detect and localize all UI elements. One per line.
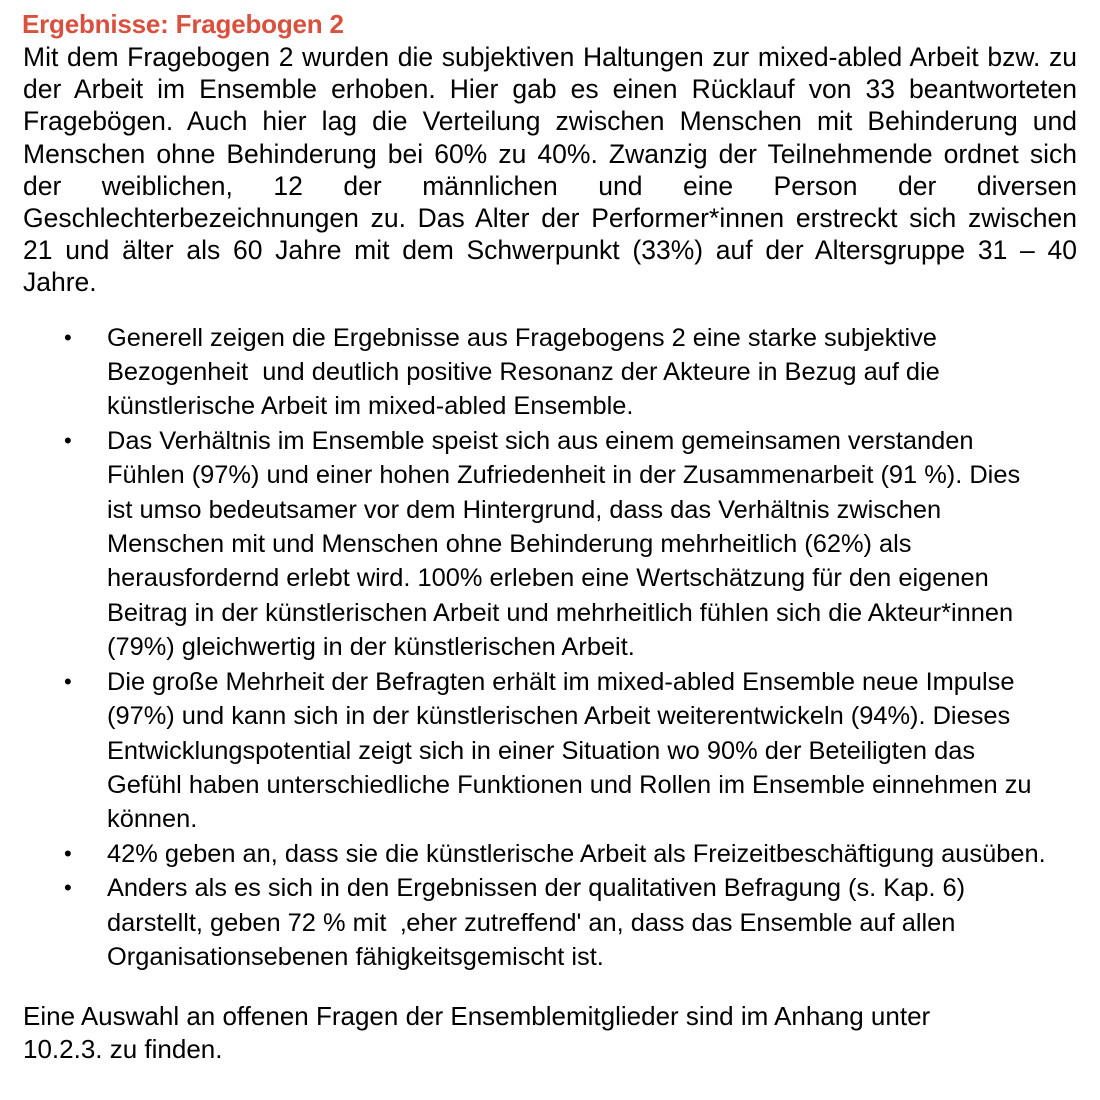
list-item: [0, 871, 1078, 974]
intro-section: [0, 41, 1100, 299]
bullet-icon: •: [64, 875, 72, 901]
bullet-icon: •: [64, 427, 72, 453]
list-item-text: Die große Mehrheit der Befragten erhält im mixed-abled Ensemble neue Impulse (97%) und kann sich in der künstlerischen Arbeit weiterentwickeln (94%). Dieses Entwicklungspotential zeigt sich in einer Situation wo 90% der Beteiligten das Gefühl haben unterschiedliche Funktionen und Rollen im Ensemble einnehmen zu können.: [107, 667, 1039, 834]
list-item: [0, 837, 1078, 871]
list-item-text: Generell zeigen die Ergebnisse aus Fragebogens 2 eine starke subjektive Bezogenheit und deutlich positive Resonanz der Akteure in Bezug auf die künstlerische Arbeit im mixed-abled Ensemble.: [107, 323, 947, 421]
intro-paragraph: Mit dem Fragebogen 2 wurden die subjektiven Haltungen zur mixed-abled Arbeit bzw. zu der Arbeit im Ensemble erhoben. Hier gab es einen Rücklauf von 33 beantworteten Fragebögen. Auch hier lag die Verteilung zwischen Menschen mit Behinderung und Menschen ohne Behinderung bei 60% zu 40%. Zwanzig der Teilnehmende ordnet sich der weiblichen, 12 der männlichen und eine Person der diversen Geschlechterbezeichnungen zu. Das Alter der Performer*innen erstreckt sich zwischen 21 und älter als 60 Jahre mit dem Schwerpunkt (33%) auf der Altersgruppe 31 – 40 Jahre.: [23, 42, 1077, 298]
findings-bullet-list: [0, 321, 1100, 975]
bullet-icon: •: [64, 840, 72, 866]
list-item-text: 42% geben an, dass sie die künstlerische Arbeit als Freizeitbeschäftigung ausüben.: [107, 839, 1046, 868]
list-item: [0, 424, 1078, 665]
closing-paragraph: Eine Auswahl an offenen Fragen der Ensemblemitglieder sind im Anhang unter 10.2.3. zu finden.: [23, 1001, 931, 1065]
bullet-icon: •: [64, 324, 72, 350]
list-item: [0, 665, 1078, 837]
list-item-text: Das Verhältnis im Ensemble speist sich aus einem gemeinsamen verstanden Fühlen (97%) und einer hohen Zufriedenheit in der Zusammenarbeit (91 %). Dies ist umso bedeutsamer vor dem Hintergrund, dass das Verhältnis zwischen Menschen mit und Menschen ohne Behinderung mehrheitlich (62%) als herausfordernd erlebt wird. 100% erleben eine Wertschätzung für den eigenen Beitrag in der künstlerischen Arbeit und mehrheitlich fühlen sich die Akteur*innen (79%) gleichwertig in der künstlerischen Arbeit.: [107, 426, 1028, 662]
page-title: Ergebnisse: Fragebogen 2: [22, 9, 344, 39]
list-item-text: Anders als es sich in den Ergebnissen der qualitativen Befragung (s. Kap. 6) darstellt, geben 72 % mit ‚eher zutreffend' an, dass das Ensemble auf allen Organisationsebenen fähigkeitsgemischt ist.: [107, 874, 973, 971]
closing-section: [0, 1000, 1100, 1066]
list-item: [0, 321, 1078, 424]
bullet-icon: •: [64, 668, 72, 694]
